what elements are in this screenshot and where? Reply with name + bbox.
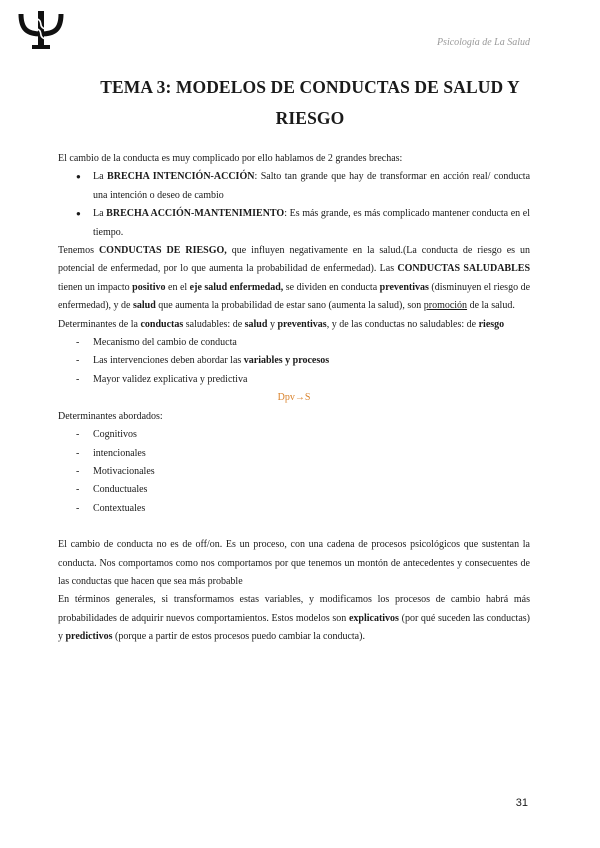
list-item-bold: variables y procesos [243,355,330,367]
text-span: y [267,318,278,330]
bold-term: CONDUCTAS SALUDABLES [397,263,531,275]
bold-term: CONDUCTAS DE RIESGO, [98,245,227,257]
bold-term: preventivas [379,281,429,293]
formula: Dpv→S [277,392,311,404]
list-item: - intencionales [58,445,530,463]
list-item: - Motivacionales [58,463,530,481]
conductas-paragraph [58,242,530,316]
intro-paragraph: El cambio de la conducta es muy complicado por ello hablamos de 2 grandes brechas: [58,153,403,164]
list-item [58,371,530,389]
list-item-text: Mayor validez explicativa y predictiva [93,373,248,385]
bold-term: riesgo [478,318,505,330]
text-span: (disminuyen el riesgo de enfermedad), y de [58,281,531,312]
header-subject: Psicología de La Salud [436,37,530,48]
bullet-text: : Es más grande, es más complicado mantener conducta en el tiempo. [93,208,531,238]
list-item [58,205,530,242]
bold-term: positivo [132,281,166,293]
bold-term: eje salud enfermedad, [189,281,284,293]
bold-term: conductas [140,318,184,330]
bold-term: salud [132,300,156,312]
list-item [58,352,530,370]
text-span: (por qué suceden las conductas) y [58,612,530,643]
bullet-prefix: La [93,171,108,183]
text-span: que influyen negativamente en la salud.(La conducta de riesgo es un potencial de enfermedad, por lo que aumenta la probabilidad de enfermedad). Las [58,245,530,275]
title-line-2: RIESGO [275,108,345,128]
text-span: se dividen en conducta [283,281,380,293]
spacer [58,518,530,536]
abordados-label: Determinantes abordados: [58,410,163,422]
text-span: que aumenta la probabilidad de estar sano (aumenta la salud), son [155,300,424,312]
title-line-1: TEMA 3: MODELOS DE CONDUCTAS DE SALUD Y [100,77,520,97]
list-item-text: Las intervenciones deben abordar las [93,355,244,367]
list-item [58,334,530,352]
brechas-list [58,168,530,242]
bullet-term: BRECHA ACCIÓN-MANTENIMIENTO [106,208,285,220]
bold-term: explicativos [348,612,399,624]
list-item-text: Mecanismo del cambio de conducta [93,337,237,349]
text-span: , y de las conductas no saludables: de [326,318,479,330]
proceso-paragraph: El cambio de conducta no es de off/on. Es un proceso, con una cadena de procesos psicológicos que sustentan la conducta. Nos comportamos como nos comportamos por que tenemos un montón de antecedentes y consecuentes de las conductas que hacen que sea más probable [58,539,530,587]
bullet-term: BRECHA INTENCIÓN-ACCIÓN [107,171,255,183]
bold-term: predictivos [65,631,113,643]
list-item [58,168,530,205]
text-span: En términos generales, si transformamos estas variables, y modificamos los procesos de cambio habrá más probabilidades de adquirir nuevos comportamientos. Estos modelos son [58,594,530,624]
list-item: - Contextuales [58,500,530,518]
bold-term: preventivas [277,318,327,330]
text-span: Tenemos [58,245,99,257]
bullet-prefix: La [93,208,107,220]
text-span: de la salud. [467,300,515,312]
abordados-list [58,426,530,518]
bullet-text: : Salto tan grande que hay de transformar en acción real/ conducta una intención o deseo de cambio [93,171,531,201]
determinantes-paragraph [58,316,530,334]
list-item: - Conductuales [58,481,530,499]
underlined-term: promoción [423,300,468,312]
text-span: tienen un impacto [58,281,133,293]
page-title [70,72,550,134]
text-span: saludables: de [183,318,245,330]
document-body [58,150,530,647]
text-span: Determinantes de la [58,318,141,330]
psi-icon [18,10,64,50]
bold-term: salud [244,318,268,330]
determinantes-list [58,334,530,389]
modelos-paragraph [58,591,530,646]
text-span: (porque a partir de estos procesos puedo cambiar la conducta). [112,631,365,643]
page-number: 31 [515,797,528,809]
list-item: - Cognitivos [58,426,530,444]
text-span: en el [165,281,190,293]
